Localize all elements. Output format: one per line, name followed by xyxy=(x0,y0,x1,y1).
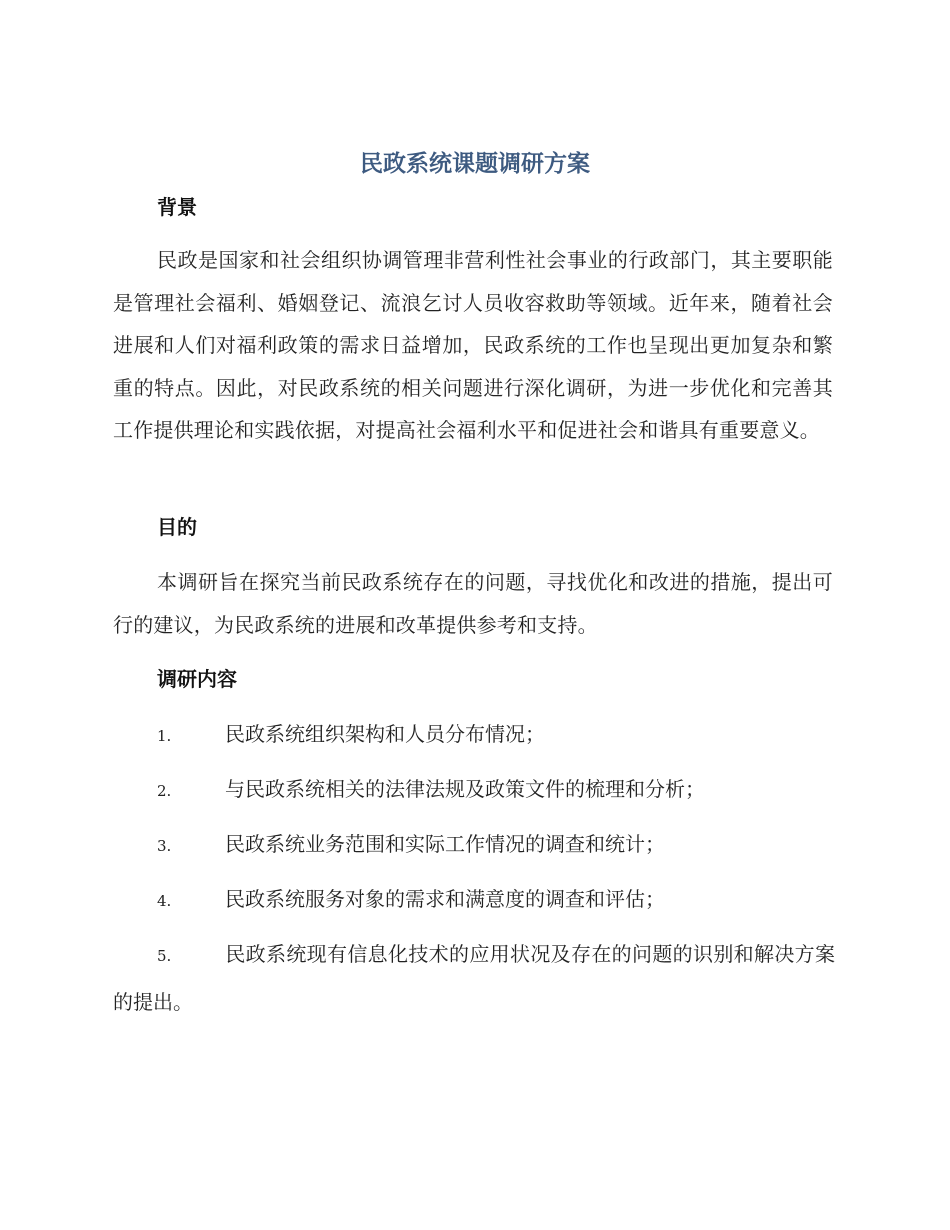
section-heading-background: 背景 xyxy=(157,195,197,219)
list-item-number: 4. xyxy=(157,892,172,910)
section-body-background: 民政是国家和社会组织协调管理非营利性社会事业的行政部门，其主要职能是管理社会福利、婚姻登记、流浪乞讨人员收容救助等领域。近年来，随着社会进展和人们对福利政策的需求日益增加，民政系统的工作也呈现出更加复杂和繁重的特点。因此，对民政系统的相关问题进行深化调研，为进一步优化和完善其工作提供理论和实践依据，对提高社会福利水平和促进社会和谐具有重要意义。 xyxy=(113,248,833,442)
list-item xyxy=(113,766,835,814)
list-item xyxy=(113,876,835,924)
section-heading-content: 调研内容 xyxy=(157,667,237,691)
list-item-number: 5. xyxy=(157,947,172,965)
list-item-text: 民政系统服务对象的需求和满意度的调查和评估； xyxy=(225,887,665,911)
list-item-number: 1. xyxy=(157,727,172,745)
list-item xyxy=(113,711,835,759)
section-heading-purpose: 目的 xyxy=(157,515,197,539)
list-item xyxy=(113,931,835,1025)
list-item-text: 与民政系统相关的法律法规及政策文件的梳理和分析； xyxy=(225,777,705,801)
document-title: 民政系统课题调研方案 xyxy=(360,151,590,177)
list-item-number: 3. xyxy=(157,837,172,855)
list-item xyxy=(113,821,835,869)
list-item-text: 民政系统现有信息化技术的应用状况及存在的问题的识别和解决方案的提出。 xyxy=(113,942,835,1014)
list-item-text: 民政系统组织架构和人员分布情况； xyxy=(225,722,545,746)
list-item-number: 2. xyxy=(157,782,172,800)
section-body-purpose: 本调研旨在探究当前民政系统存在的问题，寻找优化和改进的措施，提出可行的建议，为民政系统的进展和改革提供参考和支持。 xyxy=(113,570,833,637)
list-item-text: 民政系统业务范围和实际工作情况的调查和统计； xyxy=(225,832,665,856)
